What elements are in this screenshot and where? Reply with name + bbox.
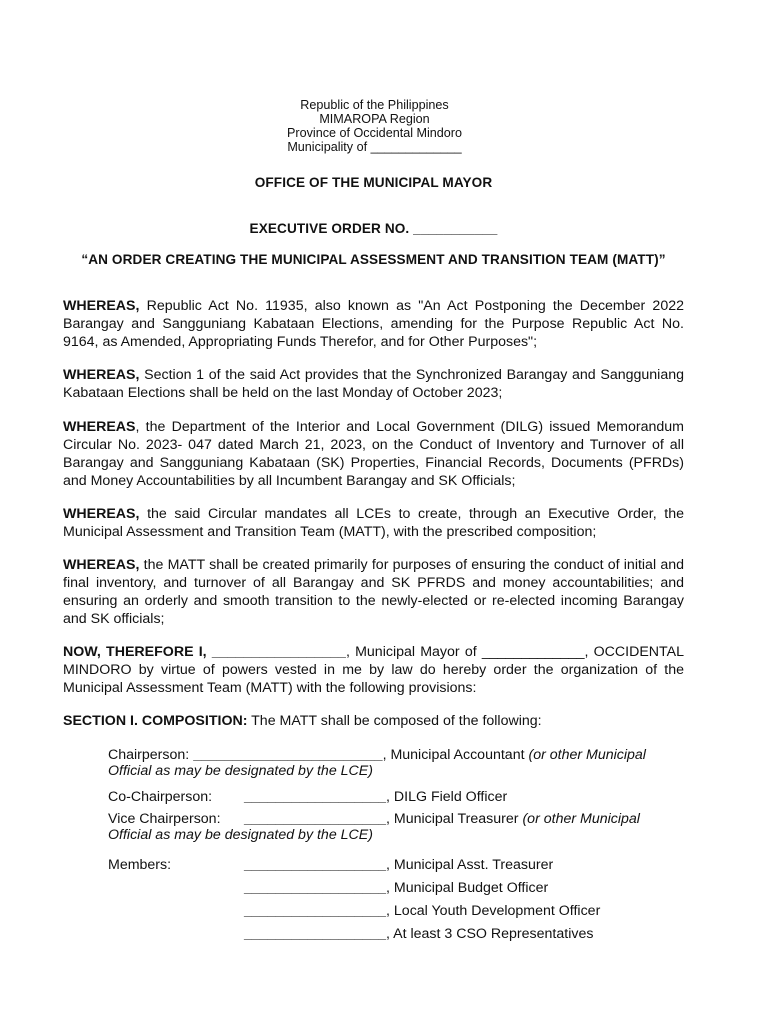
- now-therefore-label: NOW, THEREFORE I, _________________: [63, 644, 346, 660]
- document-header: [65, 98, 684, 154]
- whereas-label: WHEREAS: [63, 419, 136, 435]
- document-page: [63, 98, 684, 942]
- members-label: Members:: [108, 857, 172, 873]
- executive-order-number: EXECUTIVE ORDER NO. ___________: [249, 221, 498, 236]
- vice-chairperson-blank: __________________: [244, 811, 387, 827]
- co-chairperson-row: [108, 789, 684, 805]
- member-row: [108, 857, 684, 873]
- co-chairperson-label: Co-Chairperson:: [108, 789, 213, 805]
- member-blank: __________________: [244, 903, 387, 919]
- co-chairperson-blank: __________________: [244, 789, 387, 805]
- whereas-label: WHEREAS,: [63, 367, 140, 383]
- whereas-paragraph-5: [63, 556, 684, 628]
- member-row: [108, 880, 684, 896]
- whereas-paragraph-1: [63, 297, 684, 351]
- member-row: [108, 926, 684, 942]
- paragraph-text: the MATT shall be created primarily for purposes of ensuring the conduct of initial and final inventory, and turnover of all Barangay and SK PFRDS and money accountabilities; and ensuring an orderly and smooth transition to the newly-elected or re-elected incoming Barangay and SK officials;: [63, 557, 684, 627]
- chairperson-blank: ________________________: [193, 747, 383, 763]
- member-row: [108, 903, 684, 919]
- member-blank: __________________: [244, 880, 387, 896]
- paragraph-text: , the Department of the Interior and Local Government (DILG) issued Memorandum Circular No. 2023- 047 dated March 21, 2023, on the Conduct of Inventory and Turnover of all Barangay and Sangguniang Kabataan (SK) Properties, Financial Records, Documents (PFRDs) and Money Accountabilities by all Incumbent Barangay and SK Officials;: [63, 419, 684, 489]
- order-title: “AN ORDER CREATING THE MUNICIPAL ASSESSMENT AND TRANSITION TEAM (MATT)”: [81, 252, 666, 267]
- header-country: Republic of the Philippines: [300, 98, 449, 112]
- whereas-label: WHEREAS,: [63, 557, 140, 573]
- header-municipality: Municipality of _____________: [287, 140, 462, 154]
- chairperson-label: Chairperson:: [108, 747, 190, 763]
- vice-chairperson-role: , Municipal Treasurer: [386, 811, 523, 827]
- whereas-label: WHEREAS,: [63, 506, 140, 522]
- chairperson-role: , Municipal Accountant: [382, 747, 529, 763]
- vice-chairperson-row: [108, 811, 684, 843]
- header-province: Province of Occidental Mindoro: [287, 126, 462, 140]
- section-label: SECTION I. COMPOSITION:: [63, 713, 248, 729]
- whereas-label: WHEREAS,: [63, 298, 140, 314]
- member-blank: __________________: [244, 857, 387, 873]
- paragraph-text: , Municipal Mayor of _____________, OCCIDENTAL MINDORO by virtue of powers vested in me by law do hereby order the organization of the Municipal Assessment Team (MATT) with the following provisions:: [63, 644, 684, 696]
- paragraph-text: Section 1 of the said Act provides that the Synchronized Barangay and Sangguniang Kabataan Elections shall be held on the last Monday of October 2023;: [63, 367, 684, 401]
- whereas-paragraph-4: [63, 505, 684, 541]
- whereas-paragraph-3: [63, 418, 684, 490]
- office-title: OFFICE OF THE MUNICIPAL MAYOR: [254, 175, 493, 190]
- header-region: MIMAROPA Region: [319, 112, 430, 126]
- whereas-paragraph-2: [63, 366, 684, 402]
- paragraph-text: Republic Act No. 11935, also known as "An Act Postponing the December 2022 Barangay and Sangguniang Kabataan Elections, amending for the Purpose Republic Act No. 9164, as Amended, Appropriating Funds Therefor, and for Other Purposes";: [63, 298, 684, 350]
- member-blank: __________________: [244, 926, 387, 942]
- vice-chairperson-note: (or other Municipal Official as may be designated by the LCE): [108, 811, 640, 843]
- member-role: , Municipal Asst. Treasurer: [386, 857, 554, 873]
- chairperson-row: [108, 747, 684, 779]
- member-role: , Local Youth Development Officer: [386, 903, 601, 919]
- now-therefore-paragraph: [63, 643, 684, 697]
- vice-chairperson-label: Vice Chairperson:: [108, 811, 221, 827]
- paragraph-text: the said Circular mandates all LCEs to create, through an Executive Order, the Municipal Assessment and Transition Team (MATT), with the prescribed composition;: [63, 506, 684, 540]
- chairperson-note: (or other Municipal Official as may be designated by the LCE): [108, 747, 646, 779]
- member-role: , Municipal Budget Officer: [386, 880, 549, 896]
- member-role: , At least 3 CSO Representatives: [386, 926, 594, 942]
- co-chairperson-role: , DILG Field Officer: [386, 789, 508, 805]
- section-composition-paragraph: [63, 712, 684, 730]
- composition-list: [108, 747, 684, 942]
- paragraph-text: The MATT shall be composed of the following:: [247, 713, 542, 729]
